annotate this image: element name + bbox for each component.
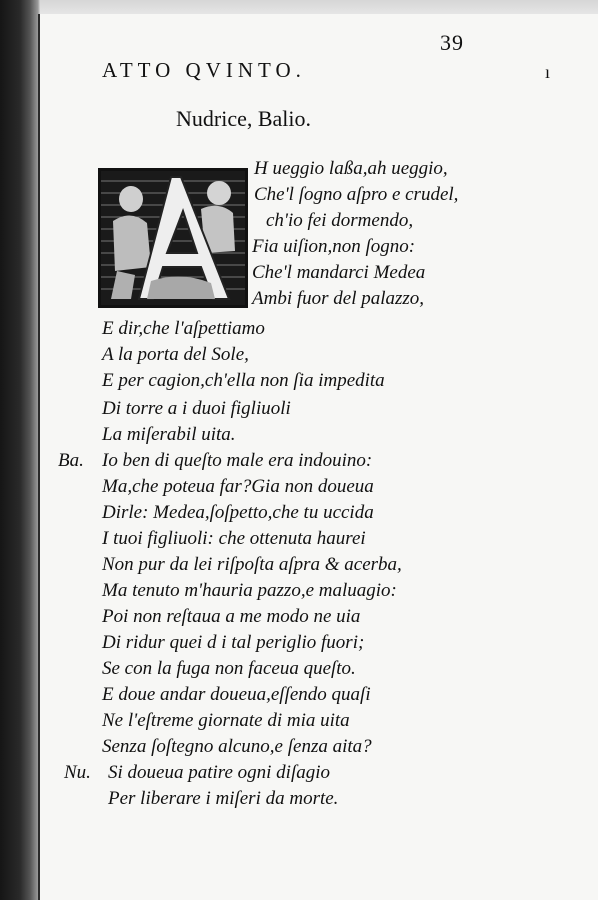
verse-line: H ueggio laßa,ah ueggio, <box>254 158 448 179</box>
speakers-heading: Nudrice, Balio. <box>176 106 312 131</box>
verse-line: Fia uiſion,non ſogno: <box>252 236 416 257</box>
verse-line: Che'l ſogno aſpro e crudel, <box>254 184 459 205</box>
verse-line: Ma tenuto m'hauria pazzo,e maluagio: <box>102 580 397 601</box>
book-gutter <box>0 0 40 900</box>
decorated-initial-woodcut <box>98 168 248 308</box>
verse-line: Io ben di queſto male era indouino: <box>102 450 373 471</box>
verse-line: Ma,che poteua far?Gia non doueua <box>102 476 374 497</box>
verse-line: E dir,che l'aſpettiamo <box>102 318 265 339</box>
verse-line: A la porta del Sole, <box>102 344 249 365</box>
verse-line: Ambi fuor del palazzo, <box>252 288 425 309</box>
verse-line: Di torre a i duoi figliuoli <box>102 398 291 419</box>
running-head: ATTO QVINTO. <box>102 58 306 82</box>
speaker-label-nudrice: Nu. <box>64 762 91 783</box>
margin-mark: ı <box>545 62 551 82</box>
verse-line: Si doueua patire ogni diſagio <box>108 762 331 783</box>
verse-line: La miſerabil uita. <box>102 424 236 445</box>
verse-line: Ne l'eſtreme giornate di mia uita <box>102 710 350 731</box>
speaker-label-balio: Ba. <box>58 450 84 471</box>
verse-line: Che'l mandarci Medea <box>252 262 426 283</box>
page-number: 39 <box>440 30 464 55</box>
verse-line: Se con la fuga non faceua queſto. <box>102 658 356 679</box>
initial-a-illustration <box>101 171 245 305</box>
verse-line: Per liberare i miſeri da morte. <box>108 788 339 809</box>
verse-line: Poi non reſtaua a me modo ne uia <box>102 606 361 627</box>
verse-line: E per cagion,ch'ella non ſia impedita <box>102 370 385 391</box>
verse-line: Non pur da lei riſpoſta aſpra & acerba, <box>102 554 402 575</box>
verse-line: I tuoi figliuoli: che ottenuta haurei <box>102 528 366 549</box>
verse-line: Senza ſoſtegno alcuno,e ſenza aita? <box>102 736 372 757</box>
verse-line: Di ridur quei d i tal periglio fuori; <box>102 632 365 653</box>
verse-line: Dirle: Medea,ſoſpetto,che tu uccida <box>102 502 374 523</box>
verse-line: E doue andar doueua,eſſendo quaſi <box>102 684 371 705</box>
verse-line: ch'io fei dormendo, <box>266 210 414 231</box>
